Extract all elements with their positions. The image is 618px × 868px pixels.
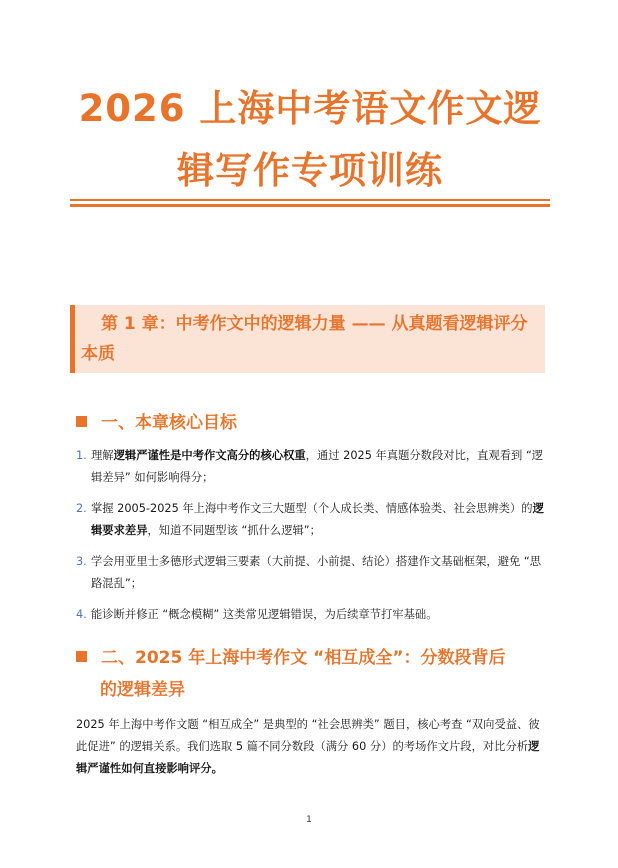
list-text: 能诊断并修正 “概念模糊” 这类常见逻辑错误，为后续章节打牢基础。: [91, 608, 438, 621]
section2-paragraph: [76, 714, 546, 780]
list-item: [76, 498, 546, 542]
section1-heading-text: 一、本章核心目标: [101, 413, 237, 433]
square-bullet-icon: [76, 416, 87, 427]
list-bold-text: 逻辑要求差异: [91, 502, 544, 537]
list-item: [76, 445, 546, 489]
goals-list: [76, 445, 546, 635]
page-number: 1: [306, 815, 312, 825]
title-line-2: 辑写作专项训练: [177, 149, 443, 192]
title-line-1: 2026 上海中考语文作文逻: [78, 87, 542, 130]
document-title: [70, 78, 550, 202]
square-bullet-icon: [76, 651, 87, 662]
list-item: [76, 551, 546, 595]
title-double-rule: [70, 199, 550, 207]
section1-heading: [76, 408, 237, 438]
list-number: 1.: [76, 449, 87, 462]
list-number: 3.: [76, 555, 87, 568]
section2-heading-line2: 的逻辑差异: [100, 680, 185, 700]
list-text: 理解: [91, 449, 114, 462]
section2-heading-line1: 二、2025 年上海中考作文 “相互成全”：分数段背后: [101, 648, 506, 668]
paragraph-bold-text: 逻辑严谨性如何直接影响评分。: [76, 740, 540, 775]
paragraph-text: 2025 年上海中考作文题 “相互成全” 是典型的 “社会思辨类” 题目，核心考查 “双向受益、彼此促进” 的逻辑关系。我们选取 5 篇不同分数段（满分 60 分）的考场作文片段，对比分析: [76, 718, 540, 753]
list-text: 学会用亚里士多德形式逻辑三要素（大前提、小前提、结论）搭建作文基础框架，避免 “思路混乱”；: [91, 555, 542, 590]
list-text: 掌握 2005-2025 年上海中考作文三大题型（个人成长类、情感体验类、社会思辨类）的: [91, 502, 533, 515]
list-text: ，知道不同题型该 “抓什么逻辑”；: [147, 524, 321, 537]
list-bold-text: 逻辑严谨性是中考作文高分的核心权重: [113, 449, 306, 462]
list-number: 2.: [76, 502, 87, 515]
section2-heading: [76, 642, 548, 706]
list-text: ，通过 2025 年真题分数段对比，直观看到 “逻辑差异” 如何影响得分；: [91, 449, 544, 484]
chapter-heading: 第 1 章：中考作文中的逻辑力量 —— 从真题看逻辑评分本质: [81, 314, 528, 364]
list-item: [76, 604, 546, 626]
chapter-heading-box: [70, 305, 545, 373]
list-number: 4.: [76, 608, 87, 621]
